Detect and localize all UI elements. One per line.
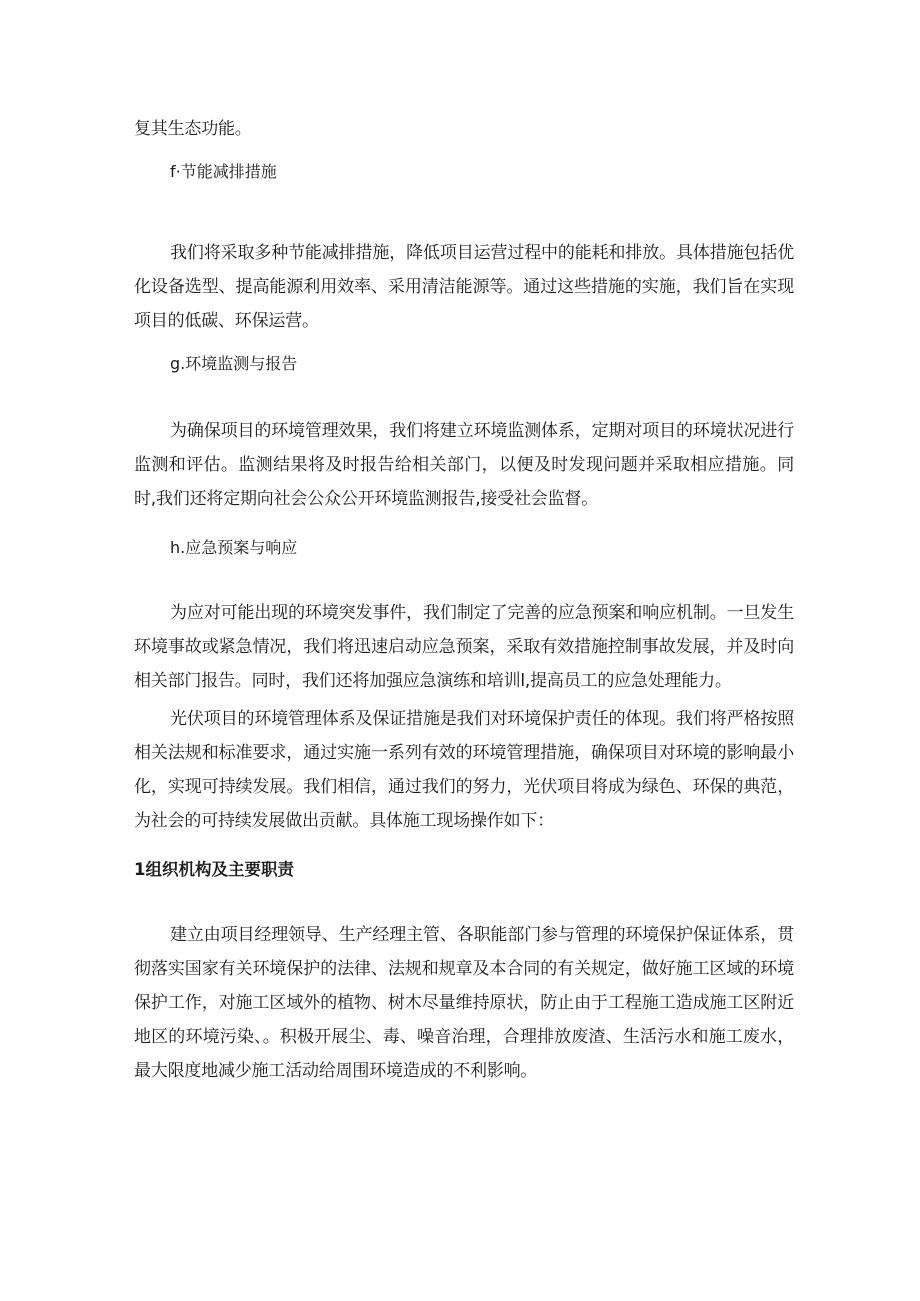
paragraph-emergency: 为应对可能出现的环境突发事件，我们制定了完善的应急预案和响应机制。一旦发生环境事故或紧急情况，我们将迅速启动应急预案，采取有效措施控制事故发展，并及时向相关部门报告。同时，我们还将加强应急演练和培训l,提高员工的应急处理能力。 <box>134 603 794 691</box>
paragraph-monitoring: 为确保项目的环境管理效果，我们将建立环境监测体系，定期对项目的环境状况进行监测和评估。监测结果将及时报告给相关部门，以便及时发现问题并采取相应措施。同时,我们还将定期向社会公众公开环境监测报告,接受社会监督。 <box>134 421 794 509</box>
paragraph-energy-saving: 我们将采取多种节能减排措施，降低项目运营过程中的能耗和排放。具体措施包括优化设备选型、提高能源利用效率、采用清洁能源等。通过这些措施的实施，我们旨在实现项目的低碳、环保运营。 <box>134 243 794 331</box>
paragraph-summary: 光伏项目的环境管理体系及保证措施是我们对环境保护责任的体现。我们将严格按照相关法规和标准要求，通过实施一系列有效的环境管理措施，确保项目对环境的影响最小化，实现可持续发展。我们相信，通过我们的努力，光伏项目将成为绿色、环保的典范，为社会的可持续发展做出贡献。具体施工现场操作如下： <box>134 709 794 831</box>
subheading-f-energy-saving: f·节能减排措施 <box>170 162 277 181</box>
subheading-h-emergency: h.应急预案与响应 <box>170 538 298 557</box>
section-heading-organization: 1组织机构及主要职责 <box>134 860 294 879</box>
subheading-g-monitoring: g.环境监测与报告 <box>170 354 298 373</box>
paragraph-intro-tail: 复其生态功能。 <box>134 119 252 139</box>
paragraph-organization: 建立由项目经理领导、生产经理主管、各职能部门参与管理的环境保护保证体系，贯彻落实国家有关环境保护的法律、法规和规章及本合同的有关规定，做好施工区域的环境保护工作，对施工区域外的植物、树木尽量维持原状，防止由于工程施工造成施工区附近地区的环境污染、。积极开展尘、毒、噪音治理，合理排放废渣、生活污水和施工废水，最大限度地减少施工活动给周围环境造成的不利影响。 <box>134 925 794 1081</box>
